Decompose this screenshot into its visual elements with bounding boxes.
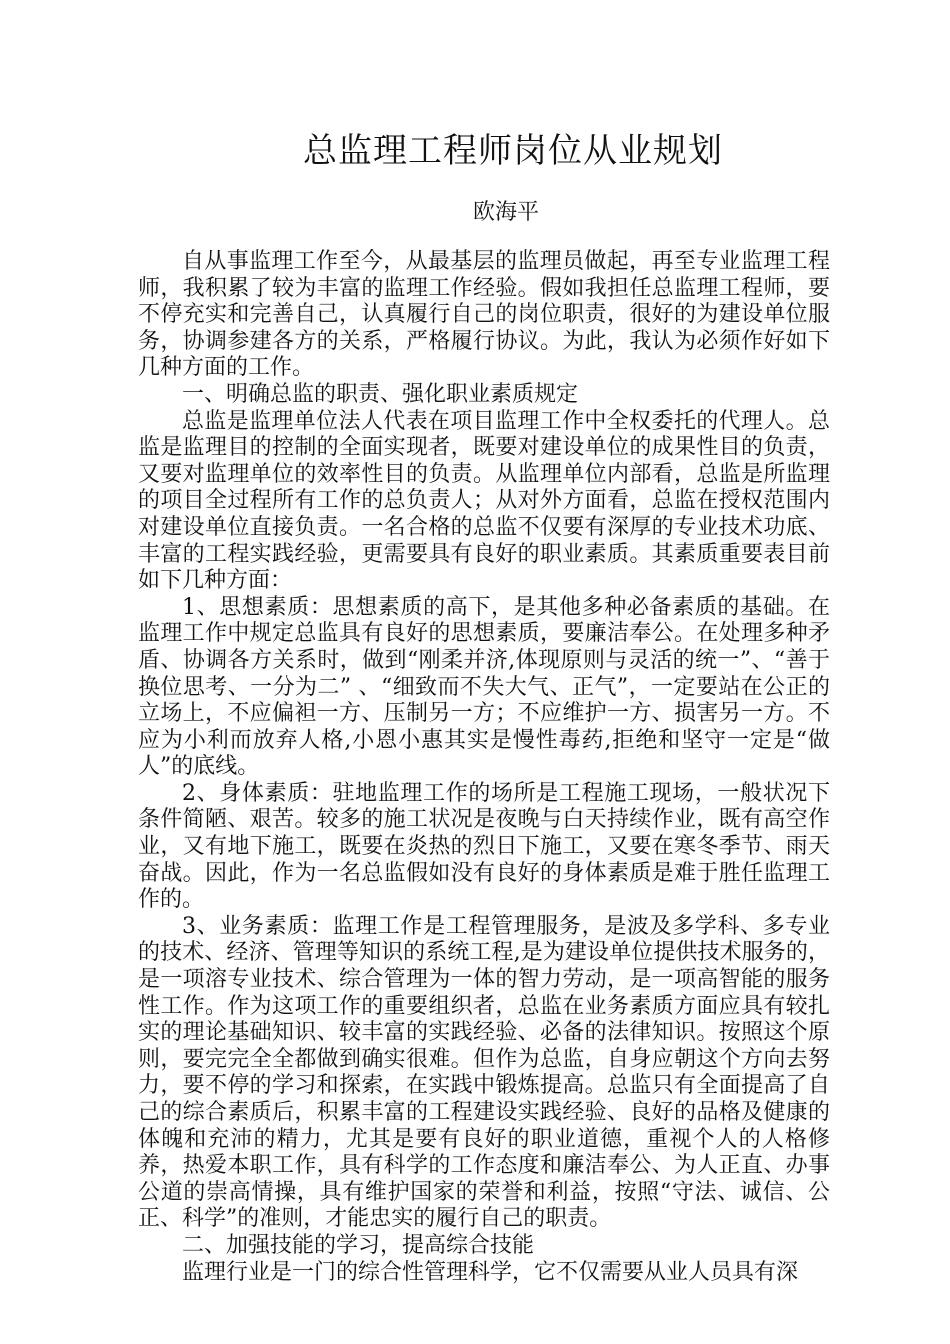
section-heading-2: 二、加强技能的学习，提高综合技能 [182,1232,535,1258]
paragraph-role-definition: 总监是监理单位法人代表在项目监理工作中全权委托的代理人。总监是监理目的控制的全面实现者，既要对建设单位的成果性目的负责，又要对监理单位的效率性目的负责。从监理单位内部看，总监是所监理的项目全过程所有工作的总负责人；从对外方面看，总监在授权范围内对建设单位直接负责。一名合格的总监不仅要有深厚的专业技术功底、丰富的工程实践经验，更需要具有良好的职业素质。其素质重要表目前如下几种方面： [138,408,830,594]
document-body [138,249,830,1286]
paragraph-physical-quality: 2、身体素质：驻地监理工作的场所是工程施工现场，一般状况下条件简陋、艰苦。较多的施工状况是夜晚与白天持续作业，既有高空作业，又有地下施工，既要在炎热的烈日下施工，又要在寒冬季节、雨天奋战。因此，作为一名总监假如没有良好的身体素质是难于胜任监理工作的。 [138,780,830,913]
document-title: 总监理工程师岗位从业规划 [303,131,723,171]
document-author: 欧海平 [472,200,539,225]
paragraph-intro: 自从事监理工作至今，从最基层的监理员做起，再至专业监理工程师，我积累了较为丰富的监理工作经验。假如我担任总监理工程师，要不停充实和完善自己，认真履行自己的岗位职责，很好的为建设单位服务，协调参建各方的关系，严格履行协议。为此，我认为必须作好如下几种方面的工作。 [138,249,830,381]
paragraph-skills: 监理行业是一门的综合性管理科学，它不仅需要从业人员具有深 [182,1259,799,1285]
paragraph-professional-quality: 3、业务素质：监理工作是工程管理服务，是波及多学科、多专业的技术、经济、管理等知识的系统工程,是为建设单位提供技术服务的，是一项溶专业技术、综合管理为一体的智力劳动，是一项高智能的服务性工作。作为这项工作的重要组织者，总监在业务素质方面应具有较扎实的理论基础知识、较丰富的实践经验、必备的法律知识。按照这个原则，要完完全全都做到确实很难。但作为总监，自身应朝这个方向去努力，要不停的学习和探索，在实践中锻炼提高。总监只有全面提高了自己的综合素质后，积累丰富的工程建设实践经验、良好的品格及健康的体魄和充沛的精力，尤其是要有良好的职业道德，重视个人的人格修养，热爱本职工作，具有科学的工作态度和廉洁奉公、为人正直、办事公道的崇高情操，具有维护国家的荣誉和利益，按照“守法、诚信、公正、科学”的准则，才能忠实的履行自己的职责。 [138,913,830,1232]
paragraph-ideological-quality: 1、思想素质：思想素质的高下，是其他多种必备素质的基础。在监理工作中规定总监具有良好的思想素质，要廉洁奉公。在处理多种矛盾、协调各方关系时，做到“刚柔并济,体现原则与灵活的统一”、“善于换位思考、一分为二” 、“细致而不失大气、正气”，一定要站在公正的立场上，不应偏袒一方、压制另一方；不应维护一方、损害另一方。不应为小利而放弃人格,小恩小惠其实是慢性毒药,拒绝和坚守一定是“做人”的底线。 [138,594,830,780]
section-heading-1: 一、明确总监的职责、强化职业素质规定 [182,381,579,407]
